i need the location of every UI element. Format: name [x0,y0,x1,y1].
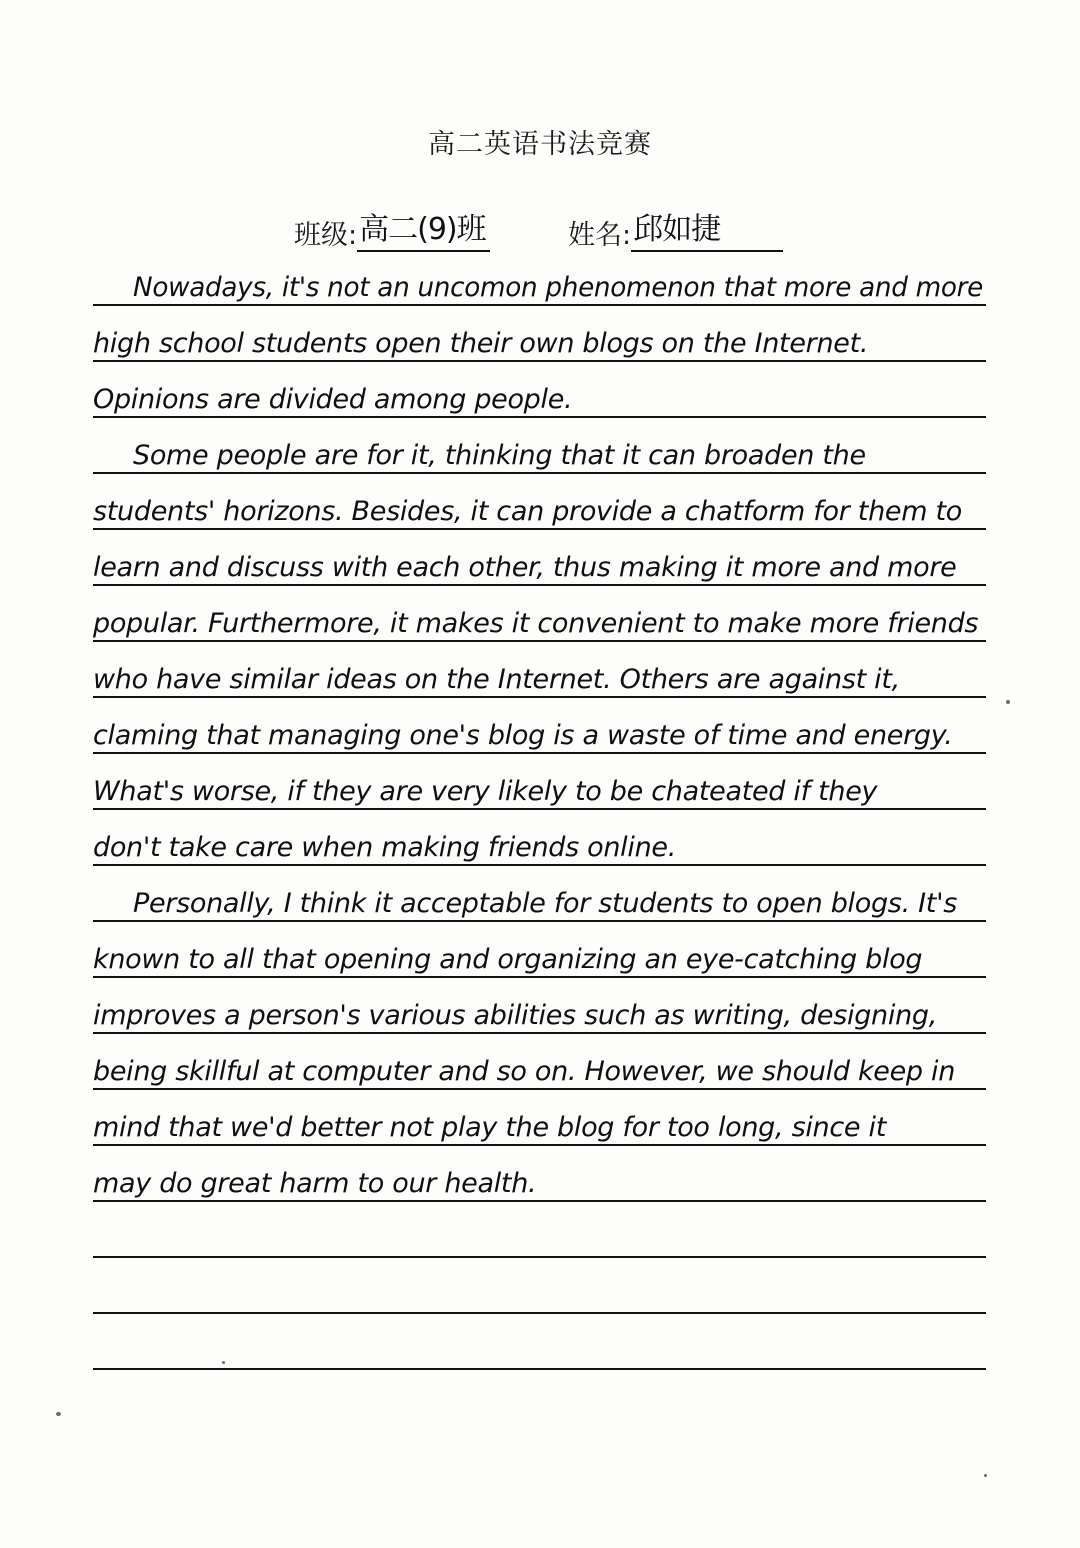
ruled-line [93,866,986,922]
ruled-line [93,810,986,866]
ruled-line [93,978,986,1034]
class-label: 班级: [294,220,358,251]
handwritten-text: popular. Furthermore, it makes it convenient to make more friends [93,608,979,639]
ruled-line [93,530,986,586]
paper-speck [222,1361,225,1364]
handwritten-text: improves a person's various abilities such as writing, designing, [93,1000,937,1031]
handwritten-text: don't take care when making friends online. [93,832,676,863]
handwritten-text: claming that managing one's blog is a waste of time and energy. [93,720,953,751]
handwritten-text: mind that we'd better not play the blog for too long, since it [93,1112,886,1143]
handwritten-text: learn and discuss with each other, thus making it more and more [93,552,957,583]
name-field [568,204,783,251]
name-label: 姓名: [568,220,632,251]
handwritten-text: Opinions are divided among people. [93,384,573,415]
paper-speck [1006,700,1010,704]
ruled-line [93,754,986,810]
ruled-line [93,1146,986,1202]
handwritten-text: who have similar ideas on the Internet. Others are against it, [93,664,900,695]
handwritten-text: What's worse, if they are very likely to be chateated if they [93,776,878,807]
handwritten-text: students' horizons. Besides, it can provide a chatform for them to [93,496,962,527]
class-value: 高二(9)班 [357,204,490,252]
ruled-line [93,1202,986,1258]
handwritten-text: Nowadays, it's not an uncomon phenomenon that more and more [133,272,983,303]
ruled-line [93,306,986,362]
class-field [294,204,490,251]
ruled-line [93,1034,986,1090]
ruled-line [93,474,986,530]
ruled-line [93,418,986,474]
ruled-lines [93,250,986,1370]
sheet-title: 高二英语书法竞赛 [428,129,652,160]
ruled-line [93,698,986,754]
ruled-line [93,1090,986,1146]
handwritten-text: high school students open their own blogs on the Internet. [93,328,869,359]
handwritten-text: Personally, I think it acceptable for students to open blogs. It's [133,888,957,919]
handwritten-text: being skillful at computer and so on. However, we should keep in [93,1056,956,1087]
ruled-line [93,1314,986,1370]
ruled-line [93,642,986,698]
name-value: 邱如捷 [631,204,783,252]
ruled-line [93,922,986,978]
ruled-line [93,1258,986,1314]
ruled-line [93,362,986,418]
ruled-line [93,586,986,642]
paper-speck [984,1474,987,1477]
handwritten-text: Some people are for it, thinking that it can broaden the [133,440,866,471]
paper-speck [56,1412,61,1416]
handwritten-text: may do great harm to our health. [93,1168,537,1199]
ruled-line [93,250,986,306]
handwritten-text: known to all that opening and organizing an eye-catching blog [93,944,923,975]
